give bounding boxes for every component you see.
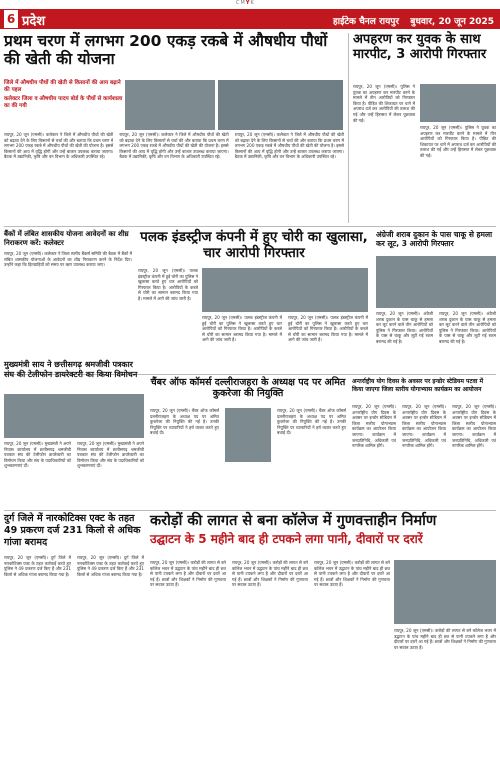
story7-portrait bbox=[225, 408, 271, 462]
city-name: रायपुर bbox=[379, 17, 400, 27]
story-kidnap bbox=[353, 33, 497, 63]
story-yoga-day bbox=[352, 378, 496, 394]
story4-photo bbox=[202, 268, 368, 312]
article-text: रायपुर, 20 जून (एमसी)। अन्तर्राष्ट्रीय योग दिवस के अवसर पर इन्डोर स्टेडियम में जिला स्तरीय योगाभ्यास कार्यक्रम का आयोजन किया जाएगा। कार्यक्रम में जनप्रतिनिधि, अधिकारी एवं नागरिक शामिल होंगे। bbox=[352, 404, 396, 449]
story2-photo bbox=[420, 84, 496, 122]
headline: बैंकों में लंबित शासकीय योजना आवेदनों का शीघ्र निराकरण करें: कलेक्टर bbox=[4, 230, 129, 247]
bullet-point: कलेक्टर जिला व औषधीय पादप बोर्ड के पौधों से कार्यशाला का की गयी bbox=[4, 96, 123, 109]
story5-photo bbox=[376, 256, 496, 308]
section-title: प्रदेश bbox=[22, 14, 46, 29]
subheadline: उद्घाटन के 5 महीने बाद ही टपकने लगा पानी, दीवारों पर दरारें bbox=[150, 531, 423, 546]
headline: दुर्ग जिले में नारकोटिक्स एक्ट के तहत 49 प्रकरण दर्ज 231 किलो से अधिक गांजा बरामद bbox=[4, 513, 141, 548]
article-text: रायपुर, 20 जून (एमसी)। कलेक्टर ने जिले में औषधीय पौधों की खेती को बढ़ावा देने के लिए किसानों से चर्चा की और बताया कि प्रथम चरण में लगभग 200 एकड़ रकबे में औषधीय पौधों की खेती की योजना है। इससे किसानों की आय में वृद्धि होगी और उन्हें बाजार उपलब्ध कराया जाएगा। बैठक में उद्यानिकी, कृषि और वन विभाग के अधिकारी उपस्थित रहे। bbox=[4, 132, 114, 160]
article-text: रायपुर, 20 जून (एमसी)। अन्तर्राष्ट्रीय योग दिवस के अवसर पर इन्डोर स्टेडियम में जिला स्तरीय योगाभ्यास कार्यक्रम का आयोजन किया जाएगा। कार्यक्रम में जनप्रतिनिधि, अधिकारी एवं नागरिक शामिल होंगे। bbox=[402, 404, 446, 449]
story10-photo bbox=[394, 560, 496, 624]
story6-body bbox=[4, 441, 144, 501]
story1-bullets bbox=[4, 80, 124, 110]
article-text: रायपुर, 20 जून (एमसी)। दुर्ग जिले में नारकोटिक्स एक्ट के तहत कार्रवाई करते हुए पुलिस ने 49 प्रकरण दर्ज किए हैं और 231 किलो से अधिक गांजा बरामद किया गया है। bbox=[4, 555, 71, 577]
article-text: रायपुर, 20 जून (एमसी)। अंग्रेजी शराब दुकान के पास चाकू से हमला कर लूट करने वाले तीन आरोपियों को पुलिस ने गिरफ्तार किया। आरोपियों के पास से चाकू और लूटी गई रकम बरामद की गई है। bbox=[376, 311, 433, 344]
article-text: रायपुर, 20 जून (एमसी)। पलक इंडस्ट्रीज कंपनी में हुई चोरी का पुलिस ने खुलासा करते हुए चार आरोपियों को गिरफ्तार किया है। आरोपियों के कब्जे से चोरी का सामान बरामद किया गया है। मामले में आगे की जांच जारी है। bbox=[138, 268, 198, 301]
headline: प्रथम चरण में लगभग 200 एकड़ रकबे में औषधीय पौधों की खेती की योजना bbox=[4, 32, 328, 68]
article-text: रायपुर, 20 जून (एमसी)। करोड़ों की लागत से बने कॉलेज भवन में उद्घाटन के पांच महीने बाद ही छत से पानी टपकने लगा है और दीवारों पर दरारें आ गई हैं। छात्रों और शिक्षकों ने निर्माण की गुणवत्ता पर सवाल उठाए हैं। bbox=[232, 560, 308, 588]
article-text: रायपुर, 20 जून (एमसी)। पुलिस ने युवक का अपहरण कर मारपीट करने के मामले में तीन आरोपियों को गिरफ्तार किया है। पीड़ित की शिकायत पर थाने में अपराध दर्ज कर आरोपियों की तलाश की गई और उन्हें हिरासत में लेकर पूछताछ की गई। bbox=[353, 84, 415, 123]
article-text: रायपुर, 20 जून (एमसी)। कलेक्टर ने जिले में औषधीय पौधों की खेती को बढ़ावा देने के लिए किसानों से चर्चा की और बताया कि प्रथम चरण में लगभग 200 एकड़ रकबे में औषधीय पौधों की खेती की योजना है। इससे किसानों की आय में वृद्धि होगी और उन्हें बाजार उपलब्ध कराया जाएगा। बैठक में उद्यानिकी, कृषि और वन विभाग के अधिकारी उपस्थित रहे। bbox=[119, 132, 229, 160]
story8-body bbox=[352, 404, 496, 508]
headline: करोड़ों की लागत से बना कॉलेज में गुणवत्ताहीन निर्माण bbox=[150, 513, 437, 529]
article-text: रायपुर, 20 जून (एमसी)। पलक इंडस्ट्रीज कंपनी में हुई चोरी का पुलिस ने खुलासा करते हुए चार आरोपियों को गिरफ्तार किया है। आरोपियों के कब्जे से चोरी का सामान बरामद किया गया है। मामले में आगे की जांच जारी है। bbox=[202, 315, 282, 343]
headline: पलक इंडस्ट्रीज कंपनी में हुए चोरी का खुलासा, चार आरोपी गिरफ्तार bbox=[140, 229, 368, 261]
story10-body bbox=[150, 560, 390, 750]
bullet-point: जिले में औषधीय पौधों की खेती से किसानों की आय बढ़ाने की पहल bbox=[4, 80, 121, 93]
article-text: रायपुर, 20 जून (एमसी)। करोड़ों की लागत से बने कॉलेज भवन में उद्घाटन के पांच महीने बाद ही छत से पानी टपकने लगा है और दीवारों पर दरारें आ गई हैं। छात्रों और शिक्षकों ने निर्माण की गुणवत्ता पर सवाल उठाए हैं। bbox=[150, 560, 226, 588]
article-text: रायपुर, 20 जून (एमसी)। अन्तर्राष्ट्रीय योग दिवस के अवसर पर इन्डोर स्टेडियम में जिला स्तरीय योगाभ्यास कार्यक्रम का आयोजन किया जाएगा। कार्यक्रम में जनप्रतिनिधि, अधिकारी एवं नागरिक शामिल होंगे। bbox=[452, 404, 496, 449]
issue-date: बुधवार, 20 जून 2025 bbox=[410, 17, 494, 27]
story1-photo-2 bbox=[218, 80, 343, 130]
story4-body bbox=[202, 315, 368, 369]
article-text: रायपुर, 20 जून (एमसी)। अंग्रेजी शराब दुकान के पास चाकू से हमला कर लूट करने वाले तीन आरोपियों को पुलिस ने गिरफ्तार किया। आरोपियों के पास से चाकू और लूटी गई रकम बरामद की गई है। bbox=[439, 311, 496, 344]
page-header bbox=[0, 9, 500, 29]
story1-photo bbox=[125, 80, 215, 130]
article-text: रायपुर, 20 जून (एमसी)। करोड़ों की लागत से बने कॉलेज भवन में उद्घाटन के पांच महीने बाद ही छत से पानी टपकने लगा है और दीवारों पर दरारें आ गई हैं। छात्रों और शिक्षकों ने निर्माण की गुणवत्ता पर सवाल उठाए हैं। bbox=[394, 628, 496, 650]
story-college-construction bbox=[150, 513, 496, 546]
story-medicinal-plants bbox=[4, 33, 344, 69]
brand-name: हाईटेक चैनल bbox=[332, 17, 376, 27]
article-text: रायपुर, 20 जून (एमसी)। मुख्यमंत्री ने अपने निवास कार्यालय में छत्तीसगढ़ श्रमजीवी पत्रकार संघ की टेलीफोन डायरेक्टरी का विमोचन किया और संघ के पदाधिकारियों को शुभकामनाएं दीं। bbox=[4, 441, 71, 469]
headline: मुख्यमंत्री साय ने छत्तीसगढ़ श्रमजीवी पत्रकार संघ की टेलीफोन डायरेक्टरी का किया विमोचन bbox=[4, 360, 138, 379]
article-text: रायपुर, 20 जून (एमसी)। पलक इंडस्ट्रीज कंपनी में हुई चोरी का पुलिस ने खुलासा करते हुए चार आरोपियों को गिरफ्तार किया है। आरोपियों के कब्जे से चोरी का सामान बरामद किया गया है। मामले में आगे की जांच जारी है। bbox=[288, 315, 368, 343]
headline: अंग्रेजी शराब दुकान के पास चाकू से हमला कर लूट, 3 आरोपी गिरफ्तार bbox=[376, 230, 493, 248]
article-text: रायपुर, 20 जून (एमसी)। मुख्यमंत्री ने अपने निवास कार्यालय में छत्तीसगढ़ श्रमजीवी पत्रकार संघ की टेलीफोन डायरेक्टरी का विमोचन किया और संघ के पदाधिकारियों को शुभकामनाएं दीं। bbox=[77, 441, 144, 469]
article-text: रायपुर, 20 जून (एमसी)। करोड़ों की लागत से बने कॉलेज भवन में उद्घाटन के पांच महीने बाद ही छत से पानी टपकने लगा है और दीवारों पर दरारें आ गई हैं। छात्रों और शिक्षकों ने निर्माण की गुणवत्ता पर सवाल उठाए हैं। bbox=[314, 560, 390, 588]
article-text: रायपुर, 20 जून (एमसी)। कलेक्टर ने जिला स्तरीय बैंकर्स समिति की बैठक में बैंकों में लंबित शासकीय योजनाओं के आवेदनों का शीघ्र निराकरण करने के निर्देश दिए। उन्होंने कहा कि हितग्राहियों को समय पर ऋण उपलब्ध कराया जाए। bbox=[4, 251, 132, 268]
story5-body bbox=[376, 311, 496, 371]
story7-body bbox=[150, 408, 346, 508]
masthead-info bbox=[333, 14, 494, 27]
story-narcotics bbox=[4, 513, 144, 549]
article-text: रायपुर, 20 जून (एमसी)। दुर्ग जिले में नारकोटिक्स एक्ट के तहत कार्रवाई करते हुए पुलिस ने 49 प्रकरण दर्ज किए हैं और 231 किलो से अधिक गांजा बरामद किया गया है। bbox=[77, 555, 144, 577]
crop-mark: CMYK bbox=[236, 0, 255, 6]
headline: अपहरण कर युवक के साथ मारपीट, 3 आरोपी गिरफ्तार bbox=[353, 32, 487, 62]
story-chamber-of-commerce bbox=[150, 378, 346, 400]
article-text: रायपुर, 20 जून (एमसी)। चैंबर ऑफ कॉमर्स दल्लीराजहरा के अध्यक्ष पद पर अमित कुकरेजा की नियुक्ति की गई है। उनकी नियुक्ति पर व्यापारियों ने हर्ष व्यक्त करते हुए बधाई दी। bbox=[150, 408, 219, 436]
story-palak-industries bbox=[138, 230, 370, 261]
story-cm-directory bbox=[4, 360, 144, 380]
story6-photo bbox=[4, 394, 144, 438]
article-text: रायपुर, 20 जून (एमसी)। पुलिस ने युवक का अपहरण कर मारपीट करने के मामले में तीन आरोपियों को गिरफ्तार किया है। पीड़ित की शिकायत पर थाने में अपराध दर्ज कर आरोपियों की तलाश की गई और उन्हें हिरासत में लेकर पूछताछ की गई। bbox=[420, 125, 496, 158]
story-banks bbox=[4, 230, 132, 329]
page-number: 6 bbox=[4, 10, 18, 28]
article-text: रायपुर, 20 जून (एमसी)। कलेक्टर ने जिले में औषधीय पौधों की खेती को बढ़ावा देने के लिए किसानों से चर्चा की और बताया कि प्रथम चरण में लगभग 200 एकड़ रकबे में औषधीय पौधों की खेती की योजना है। इससे किसानों की आय में वृद्धि होगी और उन्हें बाजार उपलब्ध कराया जाएगा। बैठक में उद्यानिकी, कृषि और वन विभाग के अधिकारी उपस्थित रहे। bbox=[234, 132, 344, 160]
article-text: रायपुर, 20 जून (एमसी)। चैंबर ऑफ कॉमर्स दल्लीराजहरा के अध्यक्ष पद पर अमित कुकरेजा की नियुक्ति की गई है। उनकी नियुक्ति पर व्यापारियों ने हर्ष व्यक्त करते हुए बधाई दी। bbox=[277, 408, 346, 436]
headline: अन्तर्राष्ट्रीय योग दिवस के अवसर पर इन्डोर स्टेडियम पटवा में किया जाएगा जिला स्तरीय योगाभ्यास कार्यक्रम का आयोजन bbox=[352, 378, 484, 393]
story9-body bbox=[4, 555, 144, 750]
story1-body bbox=[4, 132, 344, 224]
headline: चैंबर ऑफ कॉमर्स दल्लीराजहरा के अध्यक्ष पद पर अमित कुकरेजा की नियुक्ति bbox=[150, 377, 346, 399]
story-liquor-shop bbox=[376, 230, 496, 248]
